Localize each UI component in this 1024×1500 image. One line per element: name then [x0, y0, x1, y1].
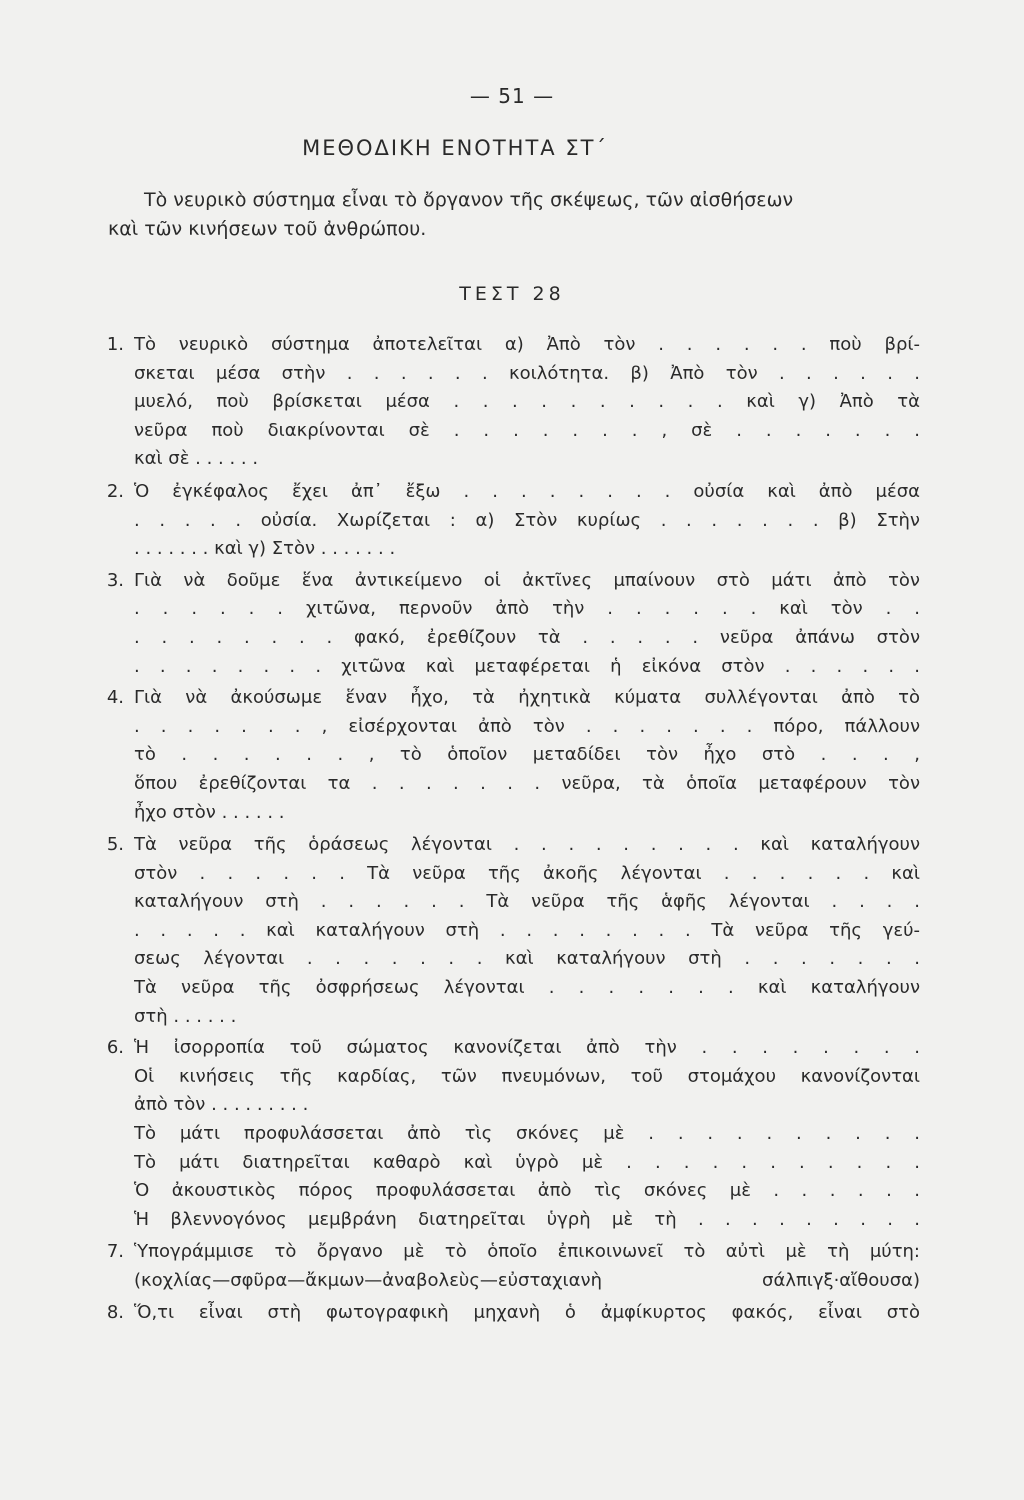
- question-line: Τὸ μάτι διατηρεῖται καθαρὸ καὶ ὑγρὸ μὲ . . . . . . . . . . .: [134, 1151, 920, 1173]
- question-item: [90, 567, 920, 681]
- question-item: [90, 1238, 920, 1295]
- question-line: Τὸ μάτι προφυλάσσεται ἀπὸ τὶς σκόνες μὲ . . . . . . . . . .: [134, 1123, 920, 1145]
- question-line: μυελό, ποὺ βρίσκεται μέσα . . . . . . . . . . καὶ γ) Ἀπὸ τὰ: [134, 391, 920, 413]
- question-line: . . . . . . . καὶ γ) Στὸν . . . . . . .: [134, 538, 396, 560]
- question-number: 5.: [106, 834, 124, 856]
- question-line: Τὸ νευρικὸ σύστημα ἀποτελεῖται α) Ἀπὸ τὸν . . . . . . ποὺ βρί-: [134, 334, 920, 355]
- question-line: Ὁ ἀκουστικὸς πόρος προφυλάσσεται ἀπὸ τὶς σκόνες μὲ . . . . . .: [134, 1180, 920, 1202]
- question-line: . . . . . . . , εἰσέρχονται ἀπὸ τὸν . . . . . . . πόρο, πάλλουν: [134, 715, 920, 737]
- question-line: . . . . . καὶ καταλήγουν στὴ . . . . . . . . Τὰ νεῦρα τῆς γεύ-: [134, 919, 920, 941]
- question-line: Γιὰ νὰ ἀκούσωμε ἕναν ἦχο, τὰ ἠχητικὰ κύματα συλλέγονται ἀπὸ τὸ: [134, 687, 920, 709]
- question-line: στὸν . . . . . . Τὰ νεῦρα τῆς ἀκοῆς λέγονται . . . . . . καὶ: [134, 862, 920, 884]
- question-number: 8.: [106, 1301, 124, 1323]
- intro-line: καὶ τῶν κινήσεων τοῦ ἀνθρώπου.: [108, 218, 427, 240]
- question-line: . . . . . . χιτῶνα, περνοῦν ἀπὸ τὴν . . . . . . καὶ τὸν . .: [134, 598, 920, 620]
- question-line: Τὰ νεῦρα τῆς ὀσφρήσεως λέγονται . . . . . . . καὶ καταλήγουν: [134, 977, 920, 999]
- question-line: σεως λέγονται . . . . . . . καὶ καταλήγουν στὴ . . . . . . .: [134, 948, 920, 970]
- question-line: Ὑπογράμμισε τὸ ὄργανο μὲ τὸ ὁποῖο ἐπικοινωνεῖ τὸ αὐτὶ μὲ τὴ μύτη:: [134, 1241, 920, 1263]
- question-line: . . . . . . . . φακό, ἐρεθίζουν τὰ . . . . . νεῦρα ἀπάνω στὸν: [134, 626, 920, 648]
- question-line: Οἱ κινήσεις τῆς καρδίας, τῶν πνευμόνων, τοῦ στομάχου κανονίζονται: [134, 1065, 920, 1087]
- question-line: Ἡ ἰσορροπία τοῦ σώματος κανονίζεται ἀπὸ τὴν . . . . . . . .: [134, 1037, 920, 1059]
- question-list: [90, 331, 920, 1327]
- question-line: καὶ σὲ . . . . . .: [134, 448, 259, 470]
- question-item: [90, 831, 920, 1031]
- question-line: στὴ . . . . . .: [134, 1005, 237, 1027]
- intro-line: Τὸ νευρικὸ σύστημα εἶναι τὸ ὄργανον τῆς σκέψεως, τῶν αἰσθήσεων: [144, 189, 794, 211]
- question-line: νεῦρα ποὺ διακρίνονται σὲ . . . . . . . , σὲ . . . . . . .: [134, 419, 920, 441]
- question-number: 3.: [106, 569, 124, 591]
- question-item: [90, 1299, 920, 1328]
- question-line: ἦχο στὸν . . . . . .: [134, 801, 285, 823]
- question-line: ἀπὸ τὸν . . . . . . . . .: [134, 1094, 309, 1116]
- question-line: καταλήγουν στὴ . . . . . . Τὰ νεῦρα τῆς ἁφῆς λέγονται . . . .: [134, 891, 920, 913]
- question-item: [90, 1034, 920, 1234]
- question-line: Γιὰ νὰ δοῦμε ἕνα ἀντικείμενο οἱ ἀκτῖνες μπαίνουν στὸ μάτι ἀπὸ τὸν: [134, 569, 920, 591]
- question-line: Ὁ ἐγκέφαλος ἔχει ἀπ᾽ ἔξω . . . . . . . . οὐσία καὶ ἀπὸ μέσα: [134, 480, 920, 502]
- question-item: [90, 331, 920, 474]
- question-line: ὅπου ἐρεθίζονται τα . . . . . . . νεῦρα, τὰ ὁποῖα μεταφέρουν τὸν: [134, 772, 920, 794]
- question-line: Ἡ βλεννογόνος μεμβράνη διατηρεῖται ὑγρὴ μὲ τὴ . . . . . . . . .: [134, 1208, 920, 1230]
- test-title: ΤΕΣΤ 28: [459, 283, 565, 305]
- question-line: (κοχλίας—σφῦρα—ἄκμων—ἀναβολεὺς—εὐσταχιανὴ σάλπιγξ·αἴθουσα): [134, 1270, 920, 1291]
- question-item: [90, 684, 920, 827]
- question-line: . . . . . . . . χιτῶνα καὶ μεταφέρεται ἡ εἰκόνα στὸν . . . . . .: [134, 655, 920, 677]
- question-line: Ὅ,τι εἶναι στὴ φωτογραφικὴ μηχανὴ ὁ ἀμφίκυρτος φακός, εἶναι στὸ: [134, 1301, 920, 1323]
- question-item: [90, 478, 920, 564]
- question-number: 6.: [106, 1037, 124, 1059]
- intro-paragraph: [108, 186, 918, 244]
- question-line: Τὰ νεῦρα τῆς ὁράσεως λέγονται . . . . . . . . . καὶ καταλήγουν: [134, 834, 920, 856]
- section-heading: ΜΕΘΟΔΙΚΗ ΕΝΟΤΗΤΑ ΣΤ΄: [302, 136, 608, 160]
- page-number: — 51 —: [469, 84, 555, 108]
- question-line: . . . . . οὐσία. Χωρίζεται : α) Στὸν κυρίως . . . . . . . β) Στὴν: [134, 509, 920, 531]
- question-number: 1.: [106, 334, 124, 355]
- question-number: 2.: [106, 480, 124, 502]
- question-number: 4.: [106, 687, 124, 709]
- question-number: 7.: [106, 1241, 124, 1263]
- question-line: σκεται μέσα στὴν . . . . . . κοιλότητα. β) Ἀπὸ τὸν . . . . . .: [134, 362, 920, 384]
- question-line: τὸ . . . . . . , τὸ ὁποῖον μεταδίδει τὸν ἦχο στὸ . . . ,: [134, 744, 920, 766]
